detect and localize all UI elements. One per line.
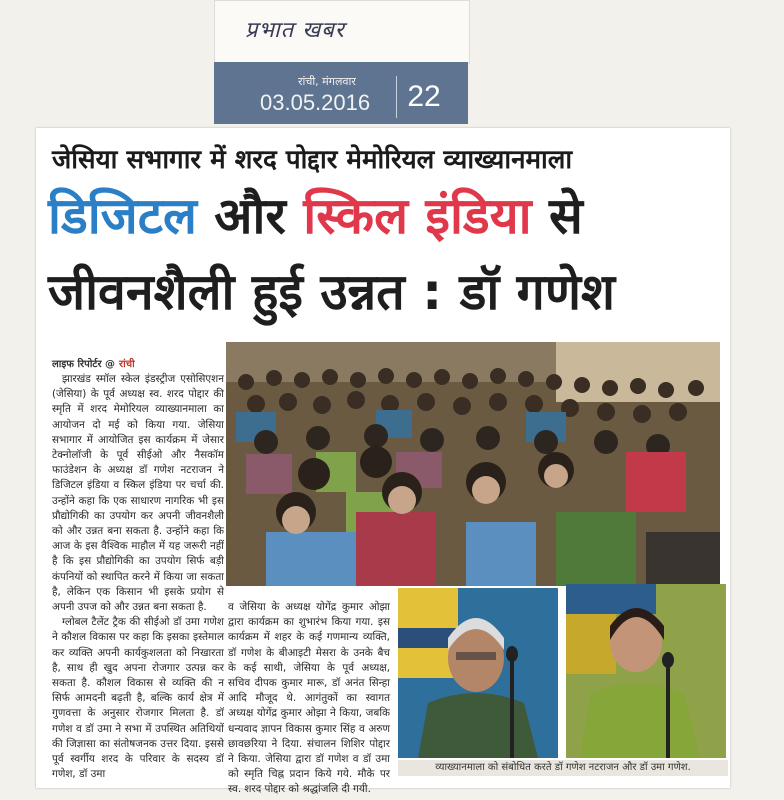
body-paragraph: व जेसिया के अध्यक्ष योगेंद्र कुमार ओझा द्वारा कार्यक्रम का शुभारंभ किया गया. इस कार्यक्रम में शहर के कई गणमान्य व्यक्ति, डॉ गणेश के बीआइटी मेसरा के उनके बैच के कई साथी, जेसिया के पूर्व अध्यक्ष, सचिव दीपक कुमार मारू, डॉ अनंत सिन्हा आदि मौजूद थे. आगंतुकों का स्वागत अध्यक्ष योगेंद्र कुमार ओझा ने किया, जबकि धन्यवाद ज्ञापन विकास कुमार सिंह व अरुण छावछरिया ने दिया. संचालन शिशिर पोद्दार ने किया. जेसिया द्वारा डॉ गणेश व डॉ उमा को स्मृति चिह्न प्रदान किये गये. मौके पर स्व. शरद पोद्दार को श्रद्धांजलि दी गयी. bbox=[228, 601, 390, 796]
article-body-column-2 bbox=[228, 600, 390, 796]
headline-digital: डिजिटल bbox=[48, 187, 197, 245]
body-paragraph: ग्लोबल टैलेंट ट्रैक की सीईओ डॉ उमा गणेश ने कौशल विकास पर कहा कि इसका इस्तेमाल कर व्यक्ति अपनी कार्यकुशलता को निखारता है, साथ ही खुद अपना रोजगार उत्पन्न कर सकता है. कौशल विकास से व्यक्ति की न सिर्फ आमदनी बढ़ती है, बल्कि कार्य क्षेत्र में गुणवत्ता के अनुसार रोजगार मिलता है. डॉ गणेश व डॉ उमा ने सभा में उपस्थित अतिथियों की जिज्ञासा का संतोषजनक उत्तर दिया. इससे पूर्व स्वर्गीय शरद के परिवार के सदस्य डॉ गणेश, डॉ उमा bbox=[52, 616, 224, 781]
byline bbox=[52, 356, 135, 370]
city-day: रांची, मंगलवार bbox=[298, 75, 356, 88]
headline-line-2: जीवनशैली हुई उन्नत : डॉ गणेश bbox=[48, 263, 615, 321]
page-number: 22 bbox=[396, 76, 451, 118]
article-body-column-1 bbox=[52, 372, 224, 782]
body-paragraph: झारखंड स्मॉल स्केल इंडस्ट्रीज एसोसिएशन (जेसिया) के पूर्व अध्यक्ष स्व. शरद पोद्दार की स्मृति में शरद मेमोरियल व्याख्यानमाला का आयोजन दो मई को किया गया. जेसिया सभागार में आयोजित इस कार्यक्रम में जेसार टेक्नोलॉजी के पूर्व सीईओ और नैसकॉम फाउंडेशन के अध्यक्ष डॉ गणेश नटराजन ने डिजिटल इंडिया व स्किल इंडिया पर चर्चा की. उन्होंने कहा कि एक साधारण नागरिक भी इस प्रौद्योगिकी का उपयोग कर अपनी जीवनशैली को और उन्नत बना सकता है. उन्होंने कहा कि आज के इस वैश्विक माहौल में यह जरूरी नहीं है कि इस प्रौद्योगिकी का उपयोग सिर्फ बड़ी कंपनियों को स्थापित करने में किया जा सकता है, लेकिन एक किसान भी इसके प्रयोग से अपनी उपज को और उन्नत बना सकता है. bbox=[52, 373, 224, 614]
headline-se: से bbox=[531, 187, 583, 245]
speaker-photo-uma bbox=[566, 584, 726, 758]
article-kicker: जेसिया सभागार में शरद पोद्दार मेमोरियल व्याख्यानमाला bbox=[52, 145, 573, 175]
headline-line-1 bbox=[48, 186, 583, 246]
headline-skill-india: स्किल इंडिया bbox=[303, 187, 532, 245]
headline-and: और bbox=[196, 187, 304, 245]
issue-date: 03.05.2016 bbox=[260, 90, 371, 115]
byline-reporter: लाइफ रिपोर्टर @ bbox=[52, 359, 116, 370]
newspaper-name: प्रभात खबर bbox=[245, 18, 345, 43]
byline-city: रांची bbox=[119, 359, 135, 370]
audience-photo bbox=[226, 342, 720, 586]
photo-caption: व्याख्यानमाला को संबोधित करते डॉ गणेश नटराजन और डॉ उमा गणेश. bbox=[398, 760, 728, 776]
speaker-photo-ganesh bbox=[398, 588, 558, 758]
